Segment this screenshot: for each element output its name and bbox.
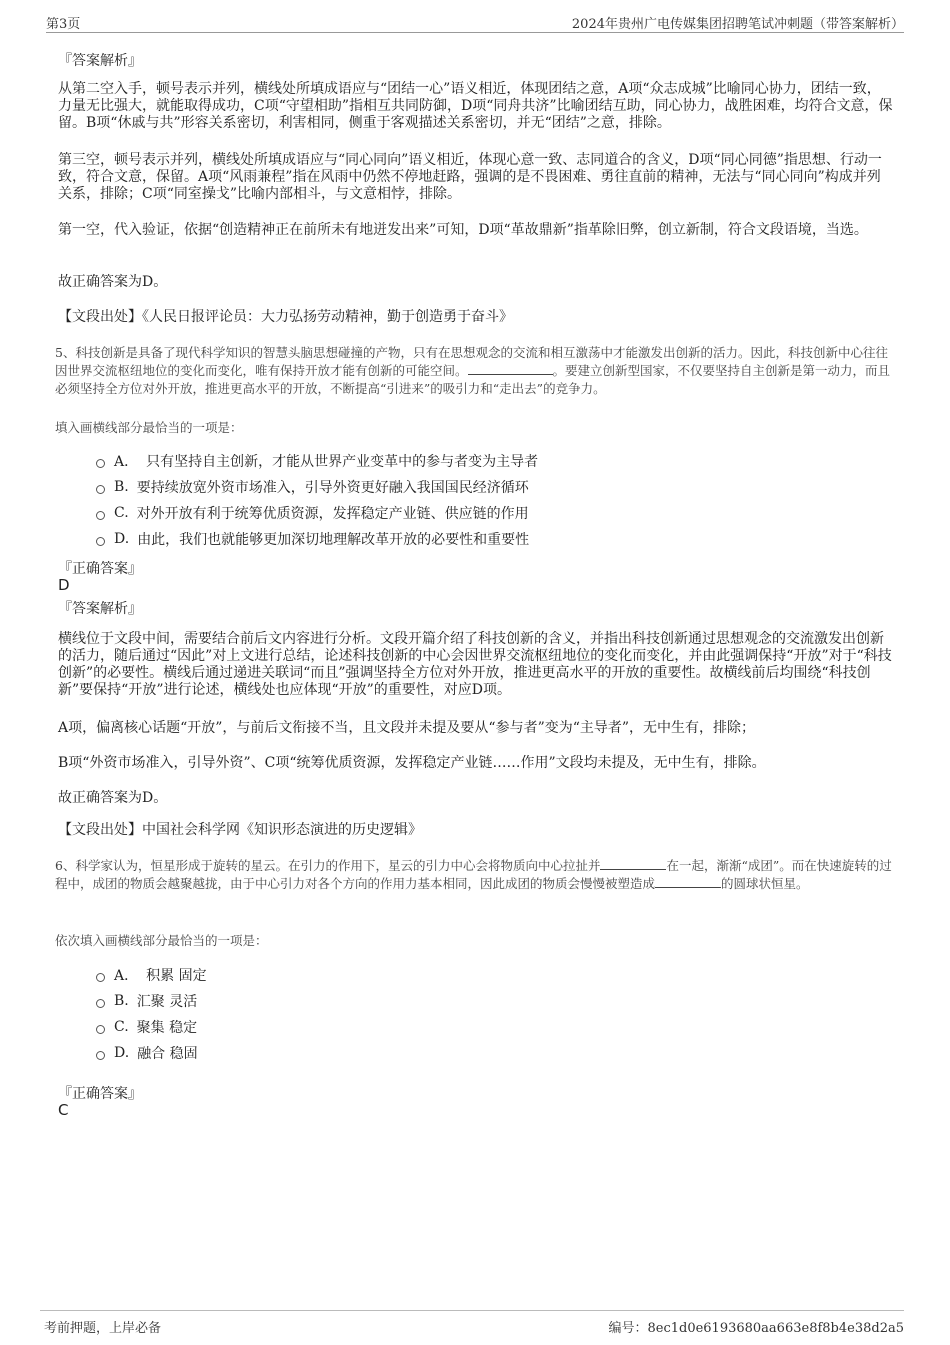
radio-button[interactable]	[96, 511, 105, 520]
option-a[interactable]: A． 只有坚持自主创新，才能从世界产业变革中的参与者变为主导者	[96, 451, 538, 471]
document-title: 2024年贵州广电传媒集团招聘笔试冲刺题（带答案解析）	[571, 17, 904, 32]
question-prompt: 依次填入画横线部分最恰当的一项是：	[55, 933, 268, 948]
correct-answer-statement: 故正确答案为D。	[58, 274, 168, 290]
source-citation: 【文段出处】《人民日报评论员：大力弘扬劳动精神，勤于创造勇于奋斗》	[58, 309, 513, 325]
question-5-stem: 5、科技创新是具备了现代科学知识的智慧头脑思想碰撞的产物，只有在思想观念的交流和相互激荡中才能激发出创新的活力。因此，科技创新中心往往因世界交流枢纽地位的变化而变化，唯有保持开放才能有创新的可能空间。 。要建立创新型国家，不仅要坚持自主创新是第一动力，而且必须坚持全方位对外开放，推进更高水平的开放，不断提高“引进来”的吸引力和“走出去”的竞争力。	[55, 345, 891, 396]
option-a[interactable]: A． 积累 固定	[96, 965, 207, 985]
option-b[interactable]: B. 要持续放宽外资市场准入，引导外资更好融入我国国民经济循环	[96, 477, 529, 497]
radio-button[interactable]	[96, 459, 105, 468]
analysis-label: 『答案解析』	[58, 601, 142, 617]
option-c[interactable]: C. 聚集 稳定	[96, 1017, 197, 1037]
fill-blank	[600, 857, 666, 870]
correct-answer-label: 『正确答案』	[58, 1086, 142, 1102]
option-c[interactable]: C. 对外开放有利于统筹优质资源，发挥稳定产业链、供应链的作用	[96, 503, 529, 523]
analysis-paragraph: 从第二空入手，顿号表示并列，横线处所填成语应与“团结一心”语义相近，体现团结之意，A项“众志成城”比喻同心协力，团结一致，力量无比强大，就能取得成功，C项“守望相助”指相互共同防御，D项“同舟共济”比喻团结互助，同心协力，战胜困难，均符合文意，保留。B项“休戚与共”形容关系密切，利害相同，侧重于客观描述关系密切，并无“团结”之意，排除。	[58, 81, 893, 131]
analysis-paragraph: 第一空，代入验证，依据“创造精神正在前所未有地迸发出来”可知，D项“革故鼎新”指革除旧弊，创立新制，符合文段语境，当选。	[58, 222, 868, 238]
question-prompt: 填入画横线部分最恰当的一项是：	[55, 420, 243, 435]
radio-button[interactable]	[96, 537, 105, 546]
analysis-paragraph: 第三空，顿号表示并列，横线处所填成语应与“同心同向”语义相近，体现心意一致、志同道合的含义，D项“同心同德”指思想、行动一致，符合文意，保留。A项“风雨兼程”指在风雨中仍然不停地赶路，强调的是不畏困难、勇往直前的精神，无法与“同心同向”构成并列关系，排除；C项“同室操戈”比喻内部相斗，与文意相悖，排除。	[58, 152, 882, 202]
analysis-label: 『答案解析』	[58, 53, 142, 69]
correct-answer-label: 『正确答案』	[58, 561, 142, 577]
document-id: 编号：8ec1d0e6193680aa663e8f8b4e38d2a5	[608, 1321, 904, 1336]
fill-blank	[468, 362, 553, 375]
analysis-paragraph: B项“外资市场准入，引导外资”、C项“统筹优质资源，发挥稳定产业链……作用”文段均未提及，无中生有，排除。	[58, 755, 766, 771]
radio-button[interactable]	[96, 973, 105, 982]
page-footer	[40, 1310, 904, 1337]
page-number: 第3页	[46, 17, 81, 32]
analysis-paragraph: A项，偏离核心话题“开放”，与前后文衔接不当，且文段并未提及要从“参与者”变为“主导者”，无中生有，排除；	[58, 720, 756, 736]
page-header	[46, 10, 904, 33]
analysis-paragraph: 横线位于文段中间，需要结合前后文内容进行分析。文段开篇介绍了科技创新的含义，并指出科技创新通过思想观念的交流激发出创新的活力，随后通过“因此”对上文进行总结，论述科技创新的中心会因世界交流枢纽地位的变化而变化，并由此强调保持“开放”对于“科技创新”的必要性。横线后通过递进关联词“而且”强调坚持全方位对外开放，推进更高水平的开放的重要性。故横线前后均围绕“科技创新”要保持“开放”进行论述，横线处也应体现“开放”的重要性，对应D项。	[58, 631, 892, 698]
question-6-stem: 6、科学家认为，恒星形成于旋转的星云。在引力的作用下，星云的引力中心会将物质向中心拉扯并 在一起，渐渐“成团”。而在快速旋转的过程中，成团的物质会越聚越拢，由于中心引力对各个方向的作用力基本相同，因此成团的物质会慢慢被塑造成 的圆球状恒星。	[55, 858, 892, 891]
fill-blank	[655, 875, 721, 888]
correct-answer: C	[58, 1101, 69, 1119]
correct-answer-statement: 故正确答案为D。	[58, 790, 168, 806]
radio-button[interactable]	[96, 1025, 105, 1034]
footer-slogan: 考前押题，上岸必备	[44, 1321, 162, 1336]
option-b[interactable]: B. 汇聚 灵活	[96, 991, 197, 1011]
option-d[interactable]: D. 融合 稳固	[96, 1043, 198, 1063]
option-d[interactable]: D. 由此，我们也就能够更加深切地理解改革开放的必要性和重要性	[96, 529, 529, 549]
correct-answer: D	[58, 576, 70, 594]
radio-button[interactable]	[96, 999, 105, 1008]
radio-button[interactable]	[96, 1051, 105, 1060]
radio-button[interactable]	[96, 485, 105, 494]
source-citation: 【文段出处】中国社会科学网《知识形态演进的历史逻辑》	[58, 822, 422, 838]
